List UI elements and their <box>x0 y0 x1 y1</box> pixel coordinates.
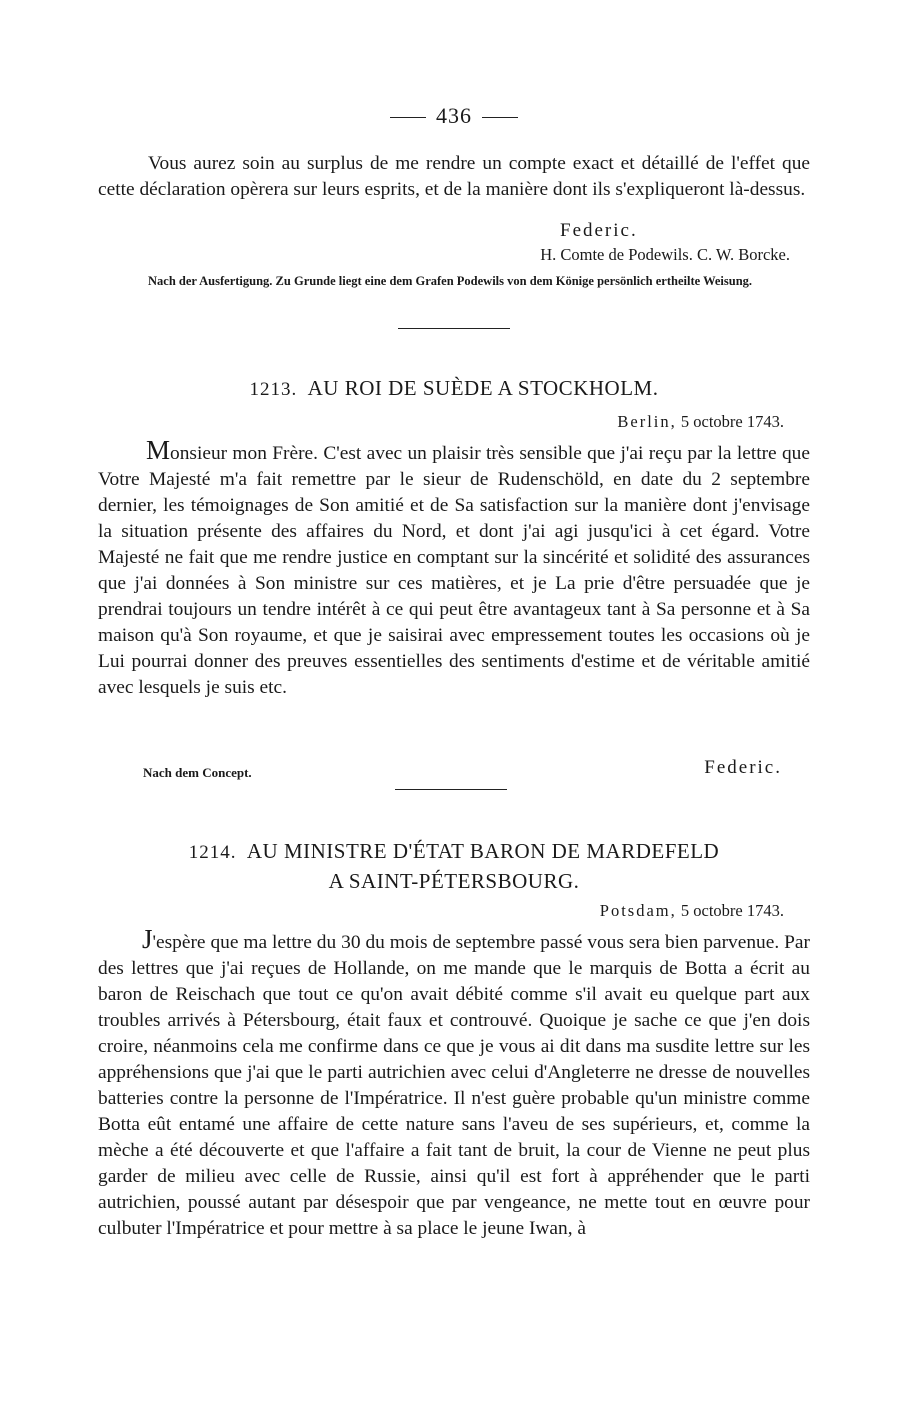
heading-line-1 <box>98 837 810 867</box>
letter-number: 1213. <box>249 379 298 400</box>
letter-title-line1: AU MINISTRE D'ÉTAT BARON DE MARDEFELD <box>246 839 720 863</box>
letter-1214-body <box>98 926 810 1242</box>
drop-cap: J <box>142 924 153 954</box>
dash-right <box>482 117 518 118</box>
letter-title: AU ROI DE SUÈDE A STOCKHOLM. <box>307 376 659 400</box>
page-number <box>98 103 810 129</box>
source-note-1212: Nach der Ausfertigung. Zu Grunde liegt eine dem Grafen Podewils von dem Könige persönlich ertheilte Weisung. <box>148 274 753 288</box>
closing-paragraph <box>98 151 810 203</box>
letter-1213-dateline <box>617 412 784 432</box>
date-text: 5 octobre 1743. <box>680 901 784 920</box>
letter-1214-dateline <box>600 901 784 921</box>
letter-1214-heading <box>98 837 810 895</box>
date-place: Berlin, <box>617 412 677 431</box>
section-divider <box>398 328 510 329</box>
section-divider <box>395 789 507 790</box>
letter-1214-text: 'espère que ma lettre du 30 du mois de septembre passé vous sera bien parvenue. Par des lettres que j'ai reçues de Hollande, on me mande que le marquis de Botta a écrit au baron de Reischach que tout ce qu'on avait débité comme s'il avait eu quelque part aux troubles arrivés à Pétersbourg, était faux et controuvé. Quoique je sache ce que j'en dois croire, néanmoins cela me confirme dans ce que je vous ai dit dans ma susdite lettre sur les appréhensions que j'ai que le parti autrichien avec celui d'Angleterre ne dresse de nouvelles batteries contre la personne de l'Impératrice. Il n'est guère probable qu'un ministre comme Botta eût entamé une affaire de cette nature sans l'aveu de ses supérieurs, et, comme la mèche a été découverte et que l'affaire a fait tant de bruit, la cour de Vienne ne peut plus garder de milieu avec celle de Russie, ainsi qu'il est fort à appréhender que le parti autrichien, poussé autant par désespoir que par vengeance, ne mette tout en œuvre pour culbuter l'Impératrice et pour mettre à sa place le jeune Iwan, à <box>98 932 810 1239</box>
letter-1213-signature: Federic. <box>704 757 782 778</box>
letter-number: 1214. <box>188 842 237 863</box>
letter-1213-body <box>98 437 810 701</box>
heading-line-2: A SAINT-PÉTERSBOURG. <box>328 869 580 893</box>
dash-left <box>390 117 426 118</box>
letter-1213-heading <box>98 374 810 404</box>
source-note-1213: Nach dem Concept. <box>143 765 252 780</box>
closing-signature: Federic. <box>560 220 638 241</box>
countersignature: H. Comte de Podewils. C. W. Borcke. <box>540 245 790 264</box>
page-number-text: 436 <box>436 103 472 128</box>
letter-1213-text: onsieur mon Frère. C'est avec un plaisir très sensible que j'ai reçu par la lettre que Votre Majesté m'a fait remettre par le sieur de Rudenschöld, en date du 2 septembre dernier, les témoignages de Son amitié et de Sa satisfaction sur la manière dont j'envisage la situation présente des affaires du Nord, et dont j'ai agi jusqu'ici à cet égard. Votre Majesté ne fait que me rendre justice en comptant sur la sincérité et solidité des assurances que j'ai données à Son ministre sur ces matières, et je La prie d'être persuadée que je prendrai toujours un tendre intérêt à ce qui peut être avantageux tant à Sa personne et à Sa maison qu'à Son royaume, et que je saisirai avec empressement toutes les occasions où je Lui pourrai donner des preuves essentielles des sentiments d'estime et de véritable amitié avec lesquels je suis etc. <box>98 443 810 698</box>
drop-cap: M <box>146 435 171 465</box>
date-text: 5 octobre 1743. <box>680 412 784 431</box>
date-place: Potsdam, <box>599 901 677 920</box>
closing-text: Vous aurez soin au surplus de me rendre un compte exact et détaillé de l'effet que cette déclaration opèrera sur leurs esprits, et de la manière dont ils s'expliqueront là-dessus. <box>98 153 810 200</box>
